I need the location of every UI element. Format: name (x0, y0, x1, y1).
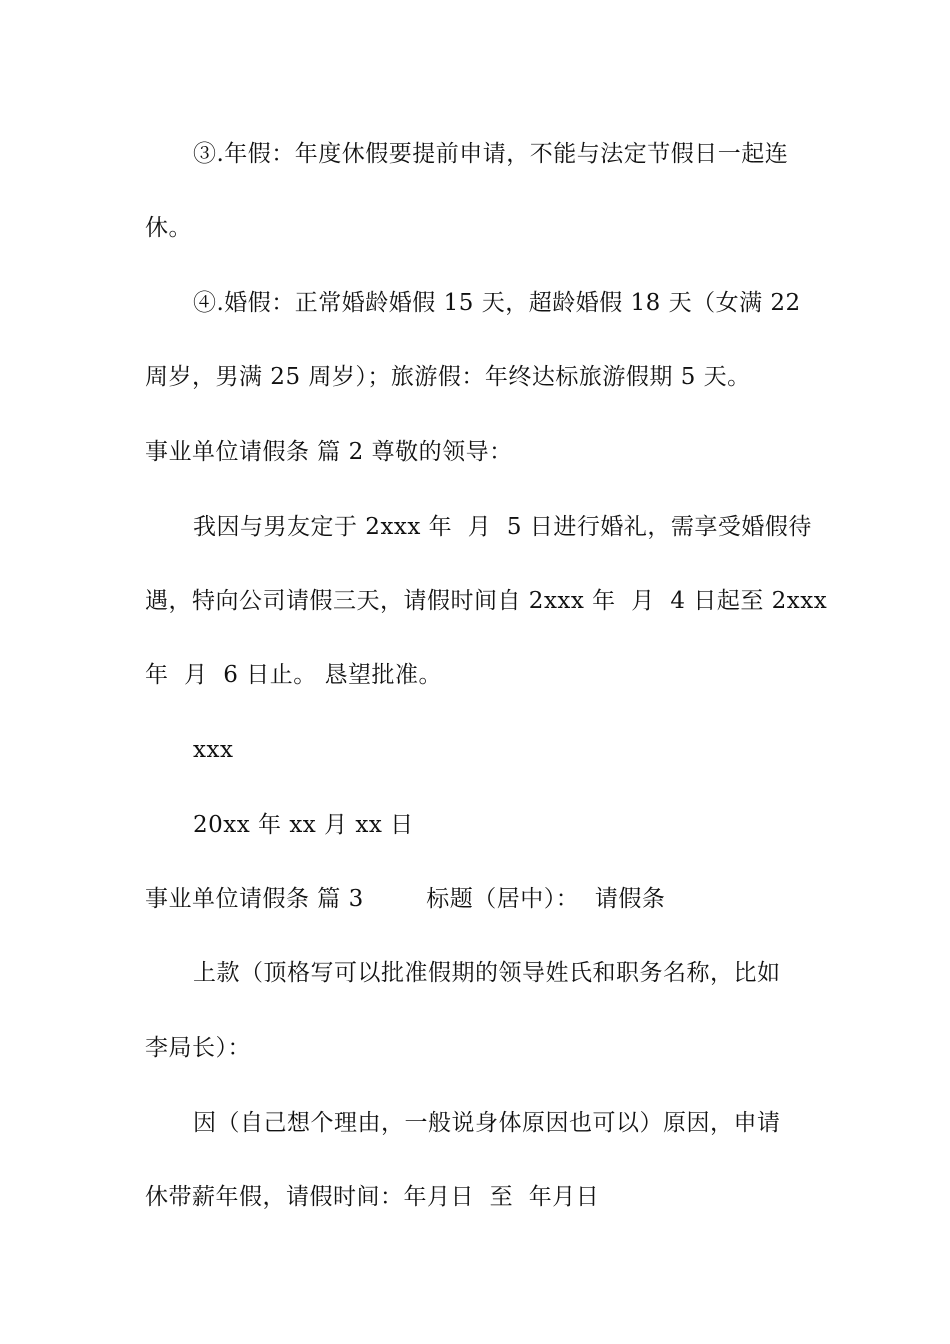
paragraph-reason: 因（自己想个理由，一般说身体原因也可以）原因，申请 (193, 1110, 781, 1136)
paragraph-marriage-leave: ④.婚假：正常婚龄婚假 15 天，超龄婚假 18 天（女满 22 (193, 290, 801, 316)
signature-date: 20xx 年 xx 月 xx 日 (193, 812, 414, 838)
paragraph-request-body: 我因与男友定于 2xxx 年 月 5 日进行婚礼，需享受婚假待 (193, 514, 812, 540)
section-heading-2: 事业单位请假条 篇 2 尊敬的领导： (145, 439, 513, 465)
paragraph-annual-leave-cont: 休。 (145, 215, 192, 241)
paragraph-annual-leave: ③.年假：年度休假要提前申请，不能与法定节假日一起连 (193, 141, 789, 167)
paragraph-request-body-cont: 遇，特向公司请假三天，请假时间自 2xxx 年 月 4 日起至 2xxx (145, 588, 828, 614)
paragraph-salutation-note-cont: 李局长）： (145, 1035, 251, 1061)
section-heading-3: 事业单位请假条 篇 3 标题（居中）： 请假条 (145, 886, 666, 912)
paragraph-marriage-leave-cont: 周岁，男满 25 周岁）；旅游假：年终达标旅游假期 5 天。 (145, 364, 751, 390)
paragraph-reason-cont: 休带薪年假，请假时间：年月日 至 年月日 (145, 1184, 600, 1210)
signature-name: xxx (193, 737, 234, 763)
paragraph-salutation-note: 上款（顶格写可以批准假期的领导姓氏和职务名称，比如 (193, 960, 781, 986)
paragraph-request-body-end: 年 月 6 日止。 恳望批准。 (145, 662, 442, 688)
